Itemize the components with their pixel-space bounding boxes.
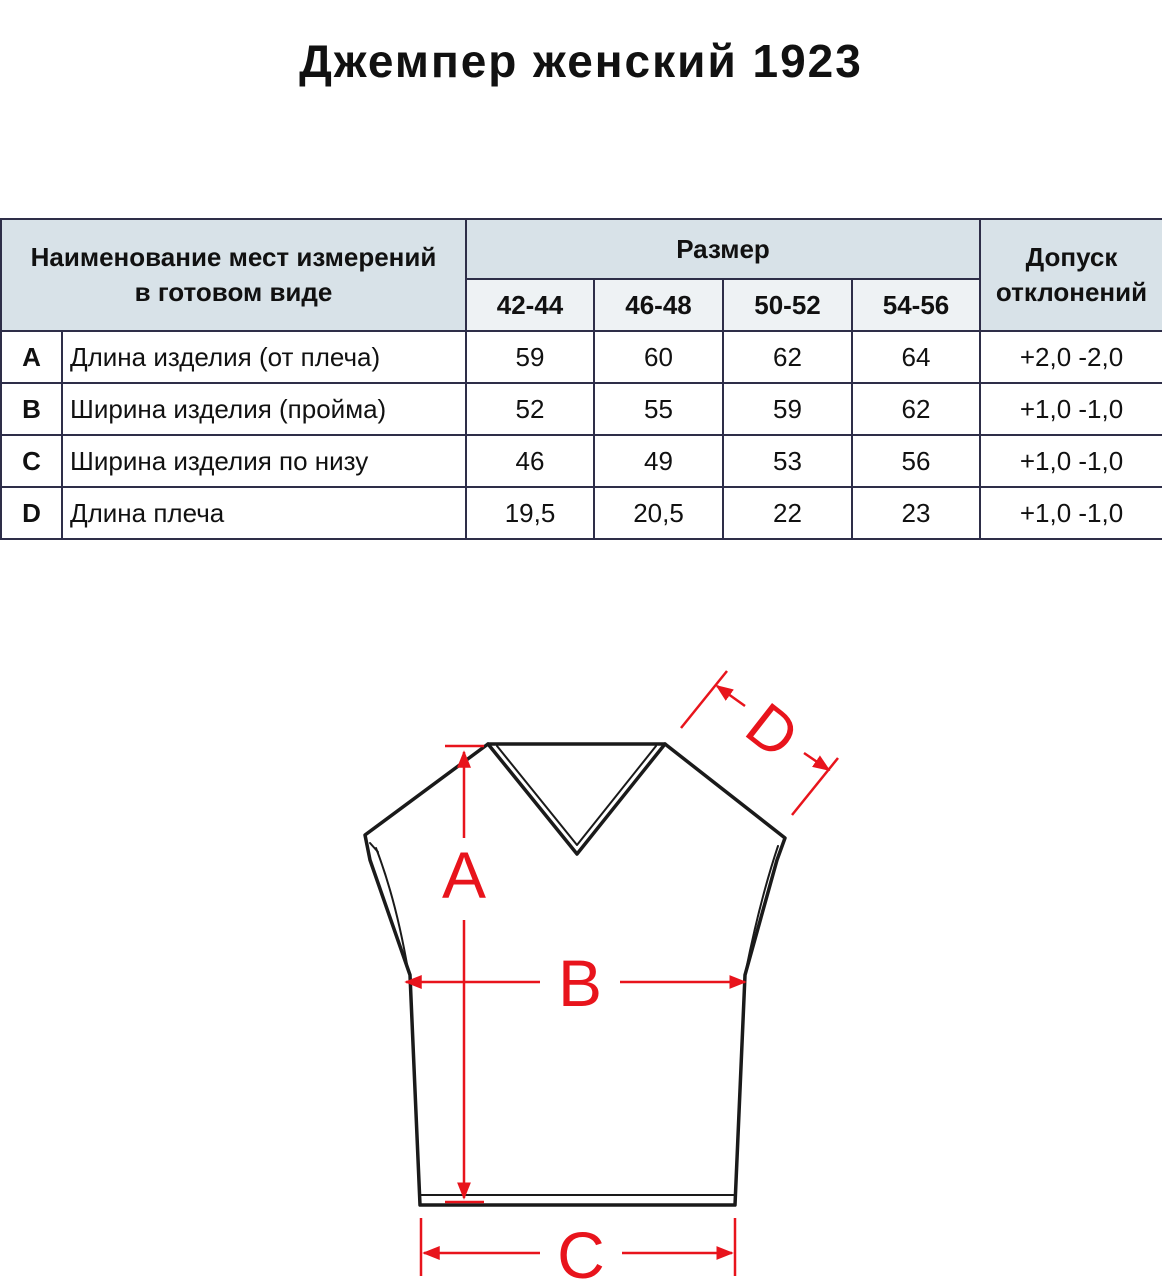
size-value: 55 bbox=[594, 383, 723, 435]
size-value: 64 bbox=[852, 331, 980, 383]
table-row bbox=[1, 435, 1162, 487]
size-value: 62 bbox=[852, 383, 980, 435]
tolerance-value: +1,0 -1,0 bbox=[980, 383, 1162, 435]
table-row bbox=[1, 331, 1162, 383]
dimension-b-label: B bbox=[557, 946, 603, 1020]
measure-code: B bbox=[1, 383, 62, 435]
dimension-a-label: A bbox=[441, 838, 487, 912]
size-value: 53 bbox=[723, 435, 852, 487]
dimension-d-label: D bbox=[733, 690, 811, 773]
size-value: 23 bbox=[852, 487, 980, 539]
measure-name: Длина плеча bbox=[62, 487, 466, 539]
size-column-header: 42-44 bbox=[466, 279, 594, 331]
size-chart-table bbox=[0, 218, 1162, 540]
size-column-header: 50-52 bbox=[723, 279, 852, 331]
tolerance-value: +1,0 -1,0 bbox=[980, 487, 1162, 539]
size-value: 52 bbox=[466, 383, 594, 435]
tolerance-header: Допуск отклонений bbox=[980, 219, 1162, 331]
tolerance-value: +2,0 -2,0 bbox=[980, 331, 1162, 383]
size-value: 56 bbox=[852, 435, 980, 487]
size-value: 20,5 bbox=[594, 487, 723, 539]
size-value: 46 bbox=[466, 435, 594, 487]
measure-name: Ширина изделия (пройма) bbox=[62, 383, 466, 435]
measure-code: C bbox=[1, 435, 62, 487]
size-value: 22 bbox=[723, 487, 852, 539]
size-value: 59 bbox=[466, 331, 594, 383]
dimension-c-label: C bbox=[557, 1218, 605, 1280]
size-column-header: 54-56 bbox=[852, 279, 980, 331]
tolerance-value: +1,0 -1,0 bbox=[980, 435, 1162, 487]
size-header: Размер bbox=[466, 219, 980, 279]
size-value: 49 bbox=[594, 435, 723, 487]
garment-measurement-diagram bbox=[0, 600, 1162, 1280]
size-column-header: 46-48 bbox=[594, 279, 723, 331]
size-value: 62 bbox=[723, 331, 852, 383]
measure-name: Длина изделия (от плеча) bbox=[62, 331, 466, 383]
measure-name: Ширина изделия по низу bbox=[62, 435, 466, 487]
table-row bbox=[1, 487, 1162, 539]
measure-code: A bbox=[1, 331, 62, 383]
table-row bbox=[1, 383, 1162, 435]
page-title: Джемпер женский 1923 bbox=[299, 35, 863, 87]
measure-code: D bbox=[1, 487, 62, 539]
size-value: 60 bbox=[594, 331, 723, 383]
size-value: 19,5 bbox=[466, 487, 594, 539]
size-value: 59 bbox=[723, 383, 852, 435]
measure-name-header: Наименование мест измерений в готовом виде bbox=[1, 219, 466, 331]
